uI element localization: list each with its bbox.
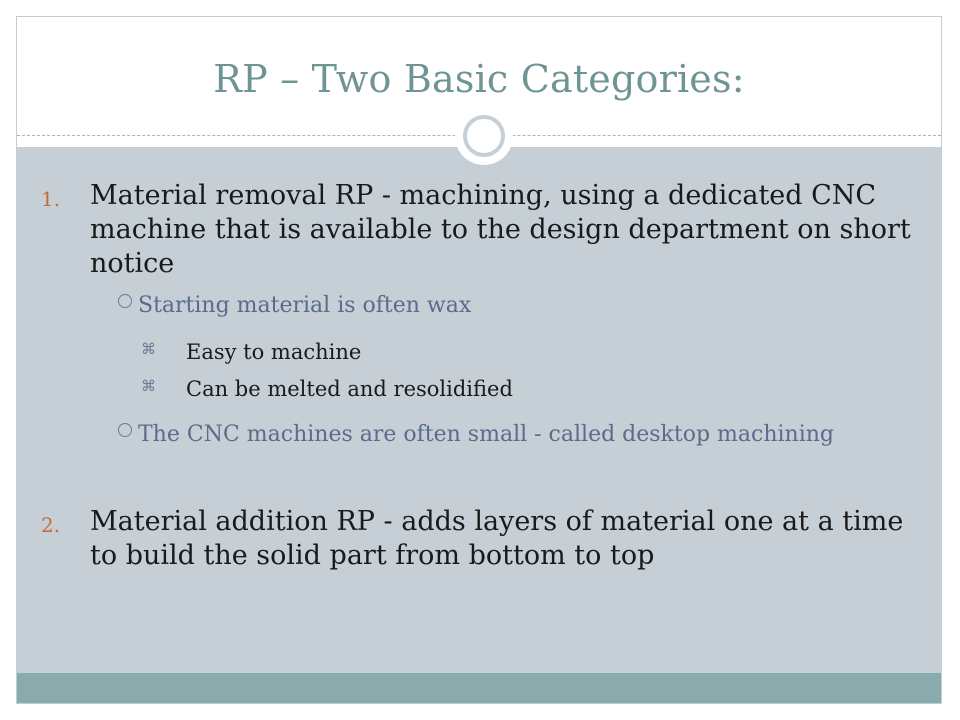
command-bullet-icon: ⌘ (141, 377, 156, 395)
bottom-band (17, 673, 941, 704)
circle-bullet-icon (118, 423, 132, 437)
circle-bullet-icon (118, 294, 132, 308)
list-number: 2. (41, 513, 61, 537)
content-area (17, 147, 941, 673)
sub-item-text: The CNC machines are often small - called desktop machining (138, 422, 835, 447)
list-item-text: Material removal RP - machining, using a dedicated CNC machine that is available to the design department on short notice (90, 180, 911, 279)
slide-title: RP – Two Basic Categories: (213, 57, 745, 101)
sub-sub-item-text: Can be melted and resolidified (186, 377, 513, 401)
command-bullet-icon: ⌘ (141, 340, 156, 358)
title-ornament-circle-icon (463, 115, 505, 157)
sub-item-text: Starting material is often wax (138, 293, 472, 318)
slide-frame (16, 16, 942, 704)
sub-sub-item-text: Easy to machine (186, 340, 362, 364)
list-number: 1. (41, 187, 61, 211)
list-item-text: Material addition RP - adds layers of material one at a time to build the solid part from bottom to top (90, 506, 904, 571)
